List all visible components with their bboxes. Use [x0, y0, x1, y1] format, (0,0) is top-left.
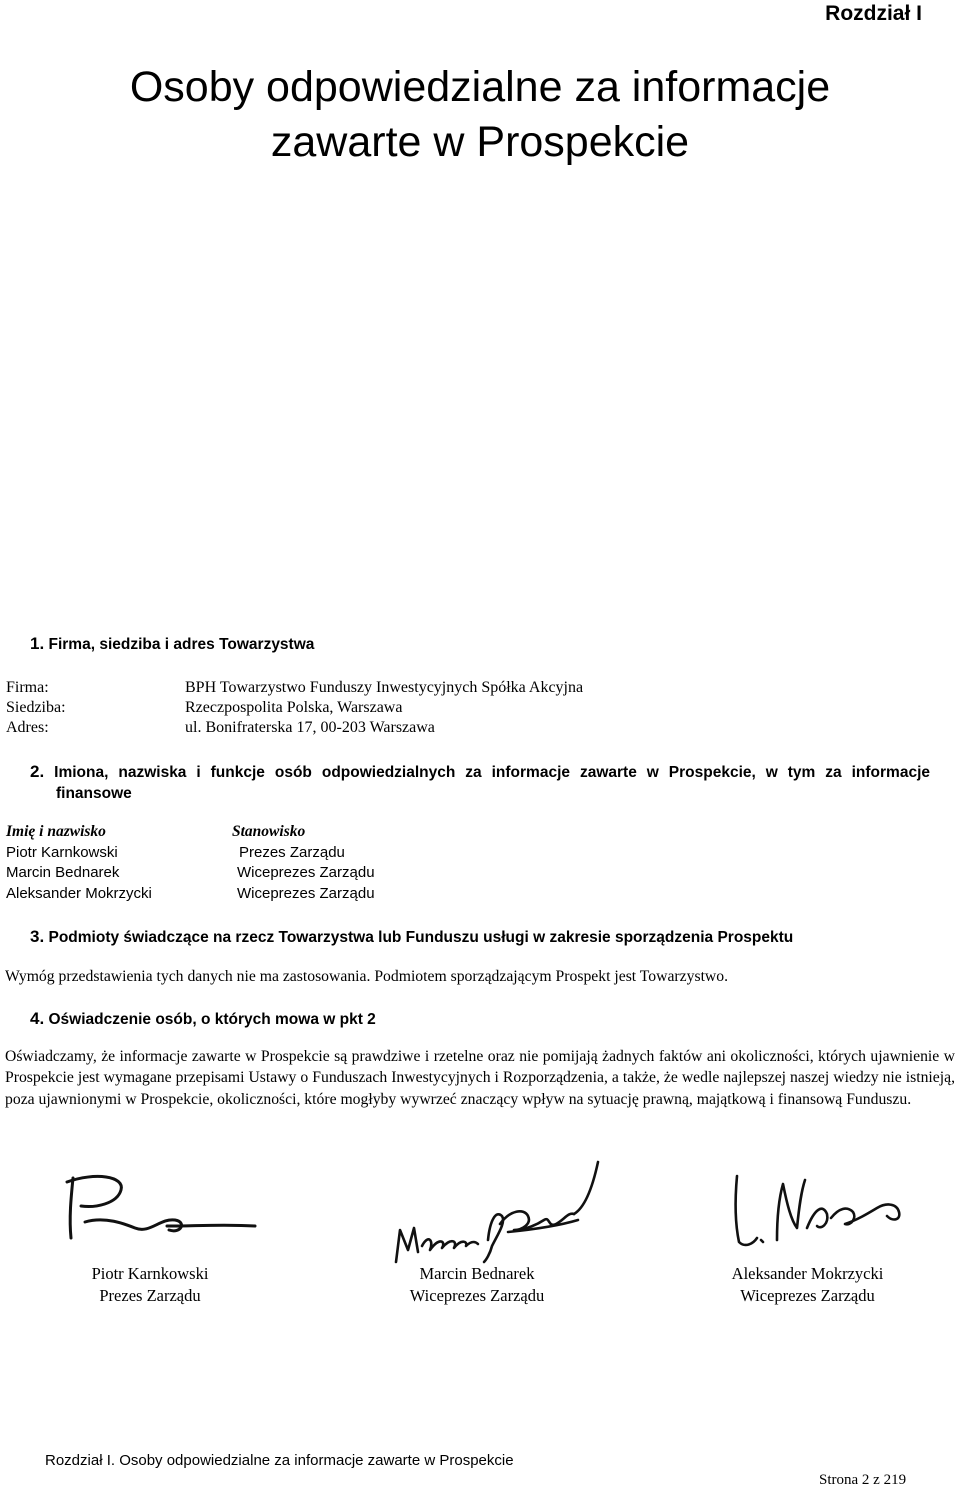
- section-3-heading: [30, 927, 793, 947]
- section-1-number: 1.: [30, 634, 45, 653]
- signature-caption-bednarek: [377, 1263, 577, 1306]
- people-position-column: [232, 822, 375, 904]
- address-label: Adres:: [6, 719, 49, 736]
- section-1-heading: [30, 634, 314, 654]
- signatory-name: Piotr Karnkowski: [91, 1264, 209, 1283]
- page-number: Strona 2 z 219: [819, 1472, 907, 1488]
- section-2-heading-line-2: finansowe: [56, 785, 132, 802]
- section-3-number: 3.: [30, 927, 45, 946]
- signatory-name: Aleksander Mokrzycki: [731, 1264, 884, 1283]
- page-title-line-2: zawarte w Prospekcie: [270, 118, 690, 166]
- signature-karnkowski: [55, 1168, 265, 1248]
- seat-label: Siedziba:: [6, 699, 66, 716]
- section-4-number: 4.: [30, 1009, 45, 1028]
- person-name: Aleksander Mokrzycki: [6, 884, 152, 902]
- section-4-heading-text: Oświadczenie osób, o których mowa w pkt 2: [48, 1011, 376, 1028]
- section-4-heading: [30, 1009, 376, 1029]
- page-title-line-1: Osoby odpowiedzialne za informacje: [129, 63, 831, 111]
- signatory-position: Wiceprezes Zarządu: [409, 1285, 545, 1305]
- page-title: [0, 60, 960, 170]
- signature-bednarek: [388, 1150, 618, 1265]
- person-position: Wiceprezes Zarządu: [237, 884, 375, 902]
- declaration-text: Oświadczamy, że informacje zawarte w Prospekcie są prawdziwe i rzetelne oraz nie pomijają żadnych faktów ani okoliczności, których ujawnienie w Prospekcie jest wymagane przepisami Ustawy o Funduszach Inwestycyjnych i Rozporządzenia, a także, że wedle najlepszej naszej wiedzy nie istnieją, poza ujawnionymi w Prospekcie, okoliczności, które mogłyby wywrzeć znaczący wpływ na sytuację prawną, majątkową i finansową Funduszu.: [5, 1048, 955, 1108]
- firm-value: BPH Towarzystwo Funduszy Inwestycyjnych Spółka Akcyjna: [185, 679, 584, 696]
- signature-caption-mokrzycki: [700, 1263, 915, 1306]
- section-3-text: Wymóg przedstawienia tych danych nie ma zastosowania. Podmiotem sporządzającym Prospekt jest Towarzystwo.: [5, 968, 729, 985]
- section-3-heading-text: Podmioty świadczące na rzecz Towarzystwa lub Funduszu usługi w zakresie sporządzenia Prospektu: [48, 929, 794, 946]
- person-position: Prezes Zarządu: [239, 843, 345, 861]
- person-name: Piotr Karnkowski: [6, 843, 118, 861]
- section-1-heading-text: Firma, siedziba i adres Towarzystwa: [48, 636, 315, 653]
- chapter-label: Rozdział I: [825, 2, 922, 25]
- signature-mokrzycki: [727, 1168, 917, 1253]
- footer-title: Rozdział I. Osoby odpowiedzialne za informacje zawarte w Prospekcie: [45, 1452, 514, 1469]
- people-name-column: [6, 822, 152, 904]
- section-2-heading-text: Imiona, nazwiska i funkcje osób odpowiedzialnych za informacje zawarte w Prospekcie, w tym za informacje: [54, 764, 931, 781]
- position-column-header: Stanowisko: [232, 823, 306, 840]
- signatory-name: Marcin Bednarek: [419, 1264, 535, 1283]
- firm-label: Firma:: [6, 679, 49, 696]
- signature-caption-karnkowski: [60, 1263, 240, 1306]
- signatory-position: Wiceprezes Zarządu: [740, 1285, 875, 1305]
- address-value: ul. Bonifraterska 17, 00-203 Warszawa: [185, 719, 435, 736]
- section-2-number: 2.: [30, 762, 45, 781]
- seat-value: Rzeczpospolita Polska, Warszawa: [185, 699, 403, 716]
- person-position: Wiceprezes Zarządu: [237, 864, 375, 881]
- person-name: Marcin Bednarek: [6, 864, 120, 881]
- section-2-heading-line-1: [30, 761, 930, 783]
- section-2-heading: [30, 761, 930, 804]
- signatory-position: Prezes Zarządu: [99, 1285, 201, 1305]
- name-column-header: Imię i nazwisko: [6, 823, 106, 840]
